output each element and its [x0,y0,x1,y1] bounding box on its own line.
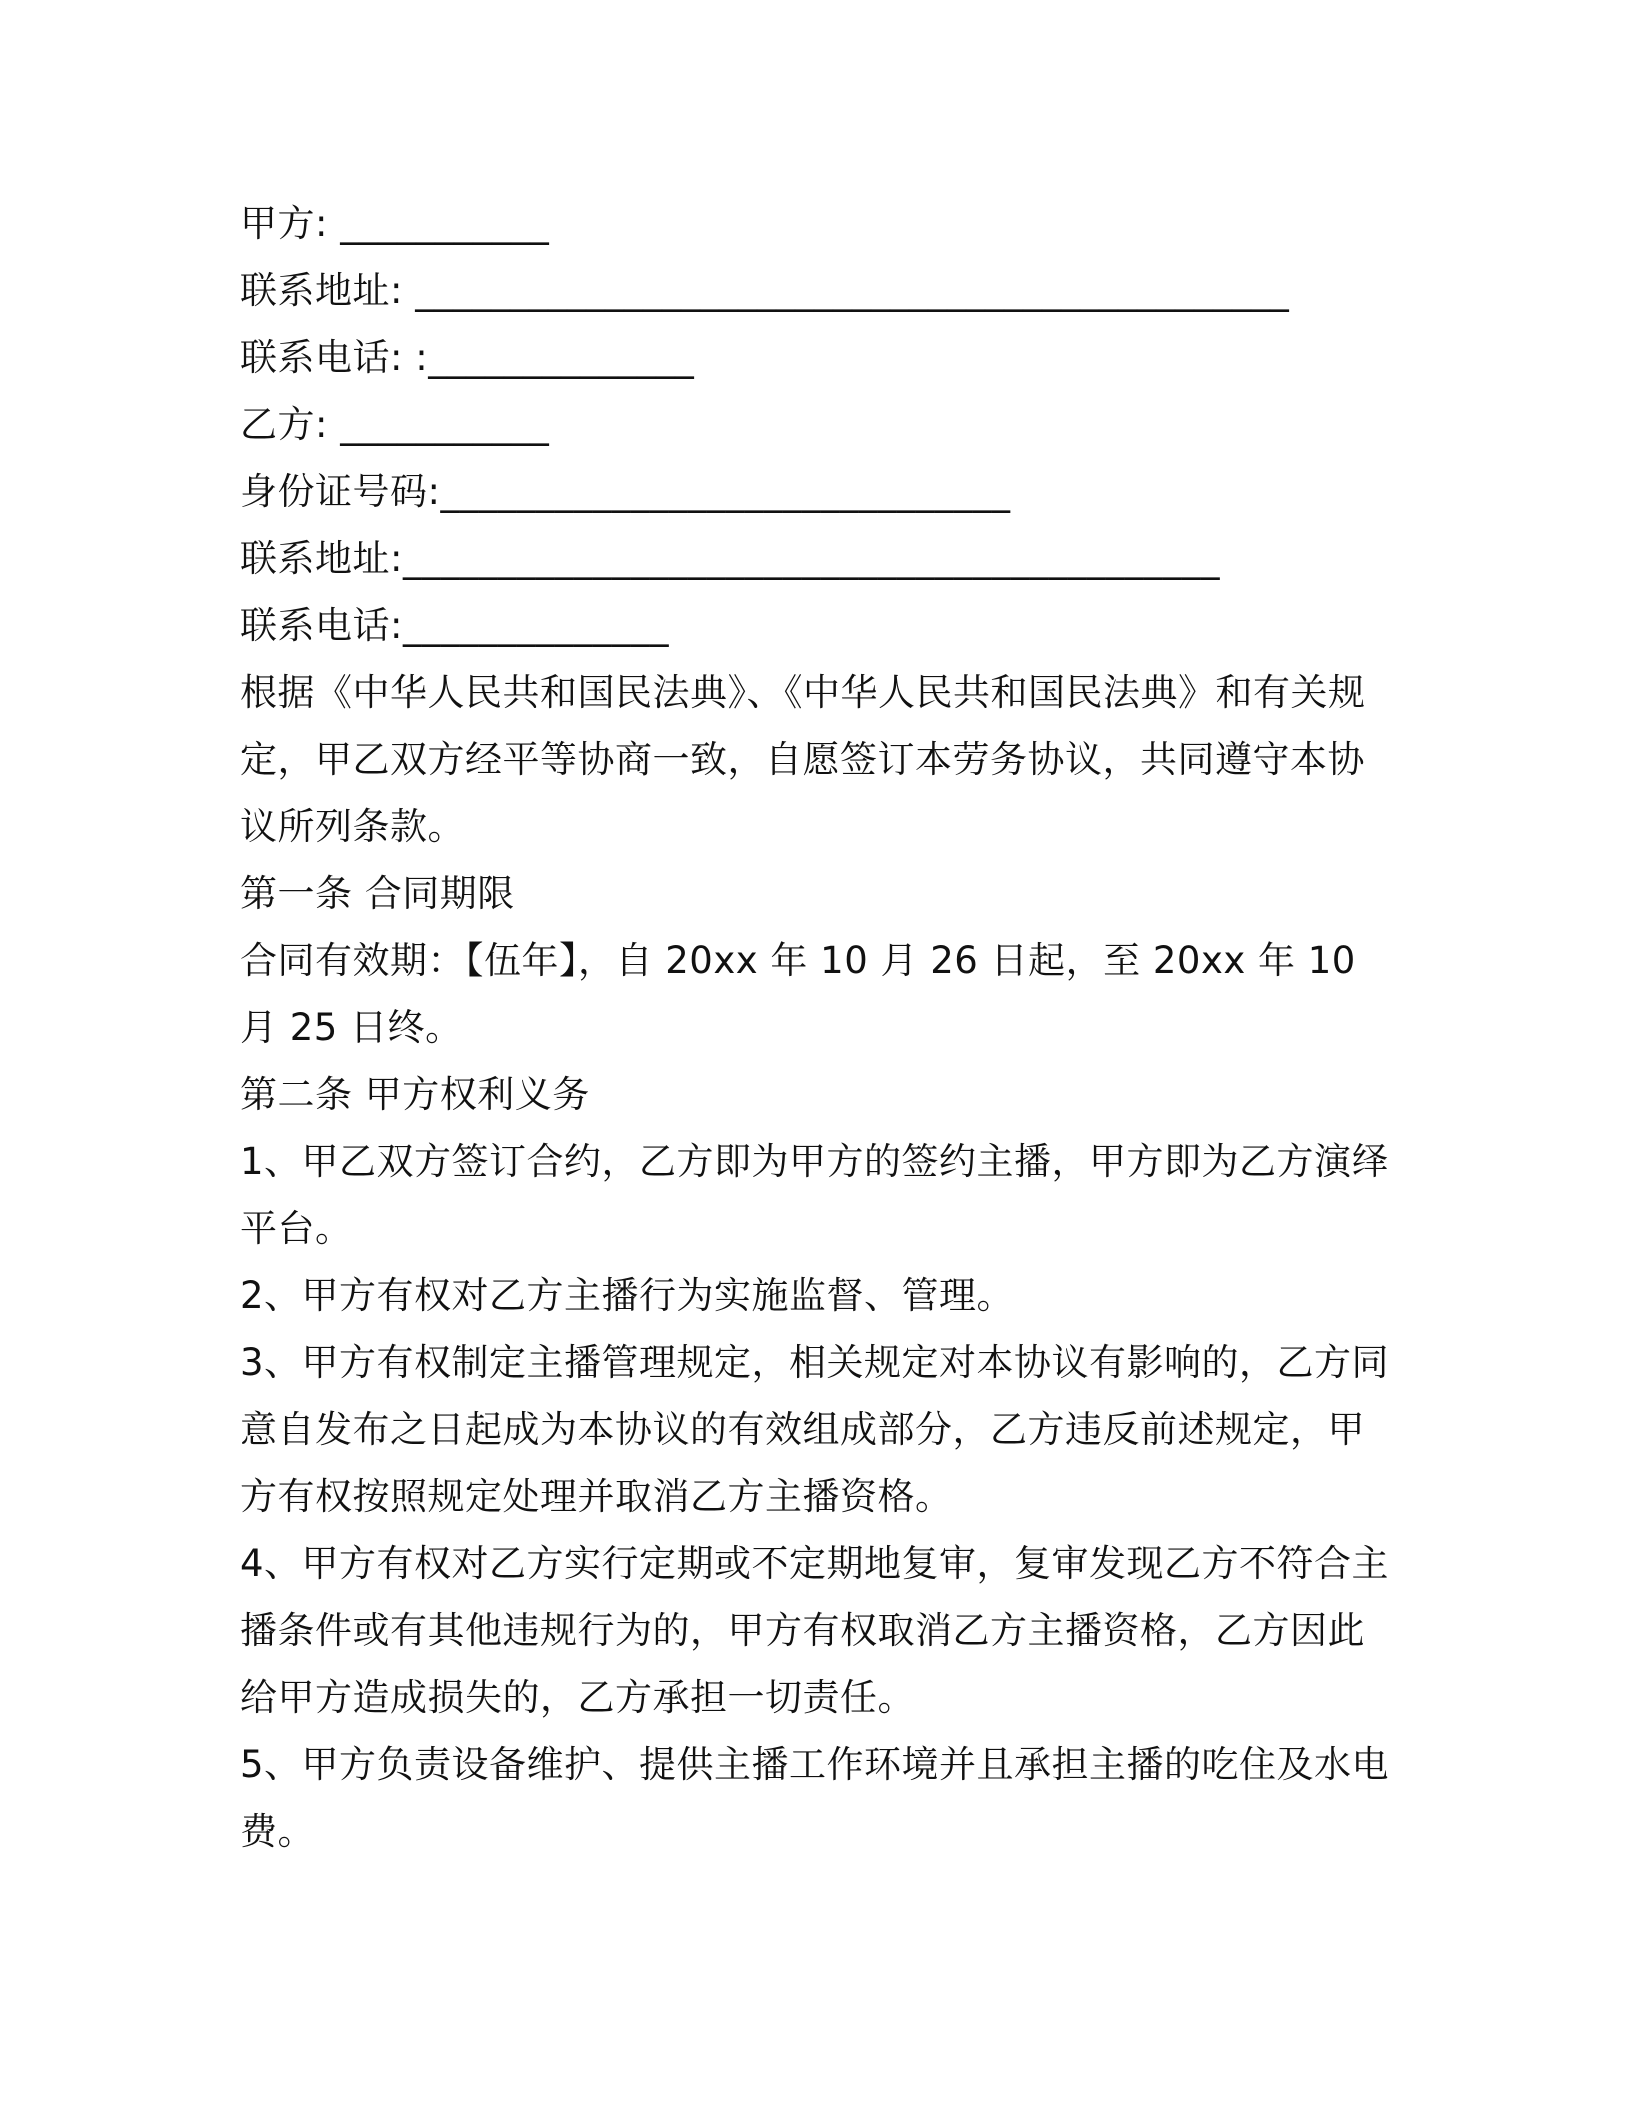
party-b-address: 联系地址:___________________________________________ [240,537,1220,580]
party-a-phone: 联系电话: :______________ [240,336,695,379]
article-2-heading: 第二条 甲方权利义务 [240,1073,590,1116]
preamble-paragraph: 根据《中华人民共和国民法典》、《中华人民共和国民法典》和有关规定，甲乙双方经平等协商一致，自愿签订本劳务协议，共同遵守本协议所列条款。 [240,671,1366,848]
article-2-item-3: 3、甲方有权制定主播管理规定，相关规定对本协议有影响的，乙方同意自发布之日起成为本协议的有效组成部分，乙方违反前述规定，甲方有权按照规定处理并取消乙方主播资格。 [240,1341,1390,1518]
party-a-address: 联系地址: ______________________________________________ [240,269,1290,312]
article-2-item-2: 2、甲方有权对乙方主播行为实施监督、管理。 [240,1274,1015,1317]
party-b-id-number: 身份证号码:______________________________ [240,470,1011,513]
contract-page [240,190,1400,1865]
article-2-item-1: 1、甲乙双方签订合约，乙方即为甲方的签约主播，甲方即为乙方演绎平台。 [240,1140,1390,1250]
article-1-body: 合同有效期：【伍年】，自 20xx 年 10 月 26 日起，至 20xx 年 10 月 25 日终。 [240,939,1356,1049]
party-b-name: 乙方: ___________ [240,403,550,446]
article-2-item-4: 4、甲方有权对乙方实行定期或不定期地复审，复审发现乙方不符合主播条件或有其他违规行为的，甲方有权取消乙方主播资格，乙方因此给甲方造成损失的，乙方承担一切责任。 [240,1542,1390,1719]
article-2-item-5: 5、甲方负责设备维护、提供主播工作环境并且承担主播的吃住及水电费。 [240,1743,1390,1853]
article-1-heading: 第一条 合同期限 [240,872,515,915]
party-a-name: 甲方: ___________ [240,202,550,245]
party-b-phone: 联系电话:______________ [240,604,669,647]
